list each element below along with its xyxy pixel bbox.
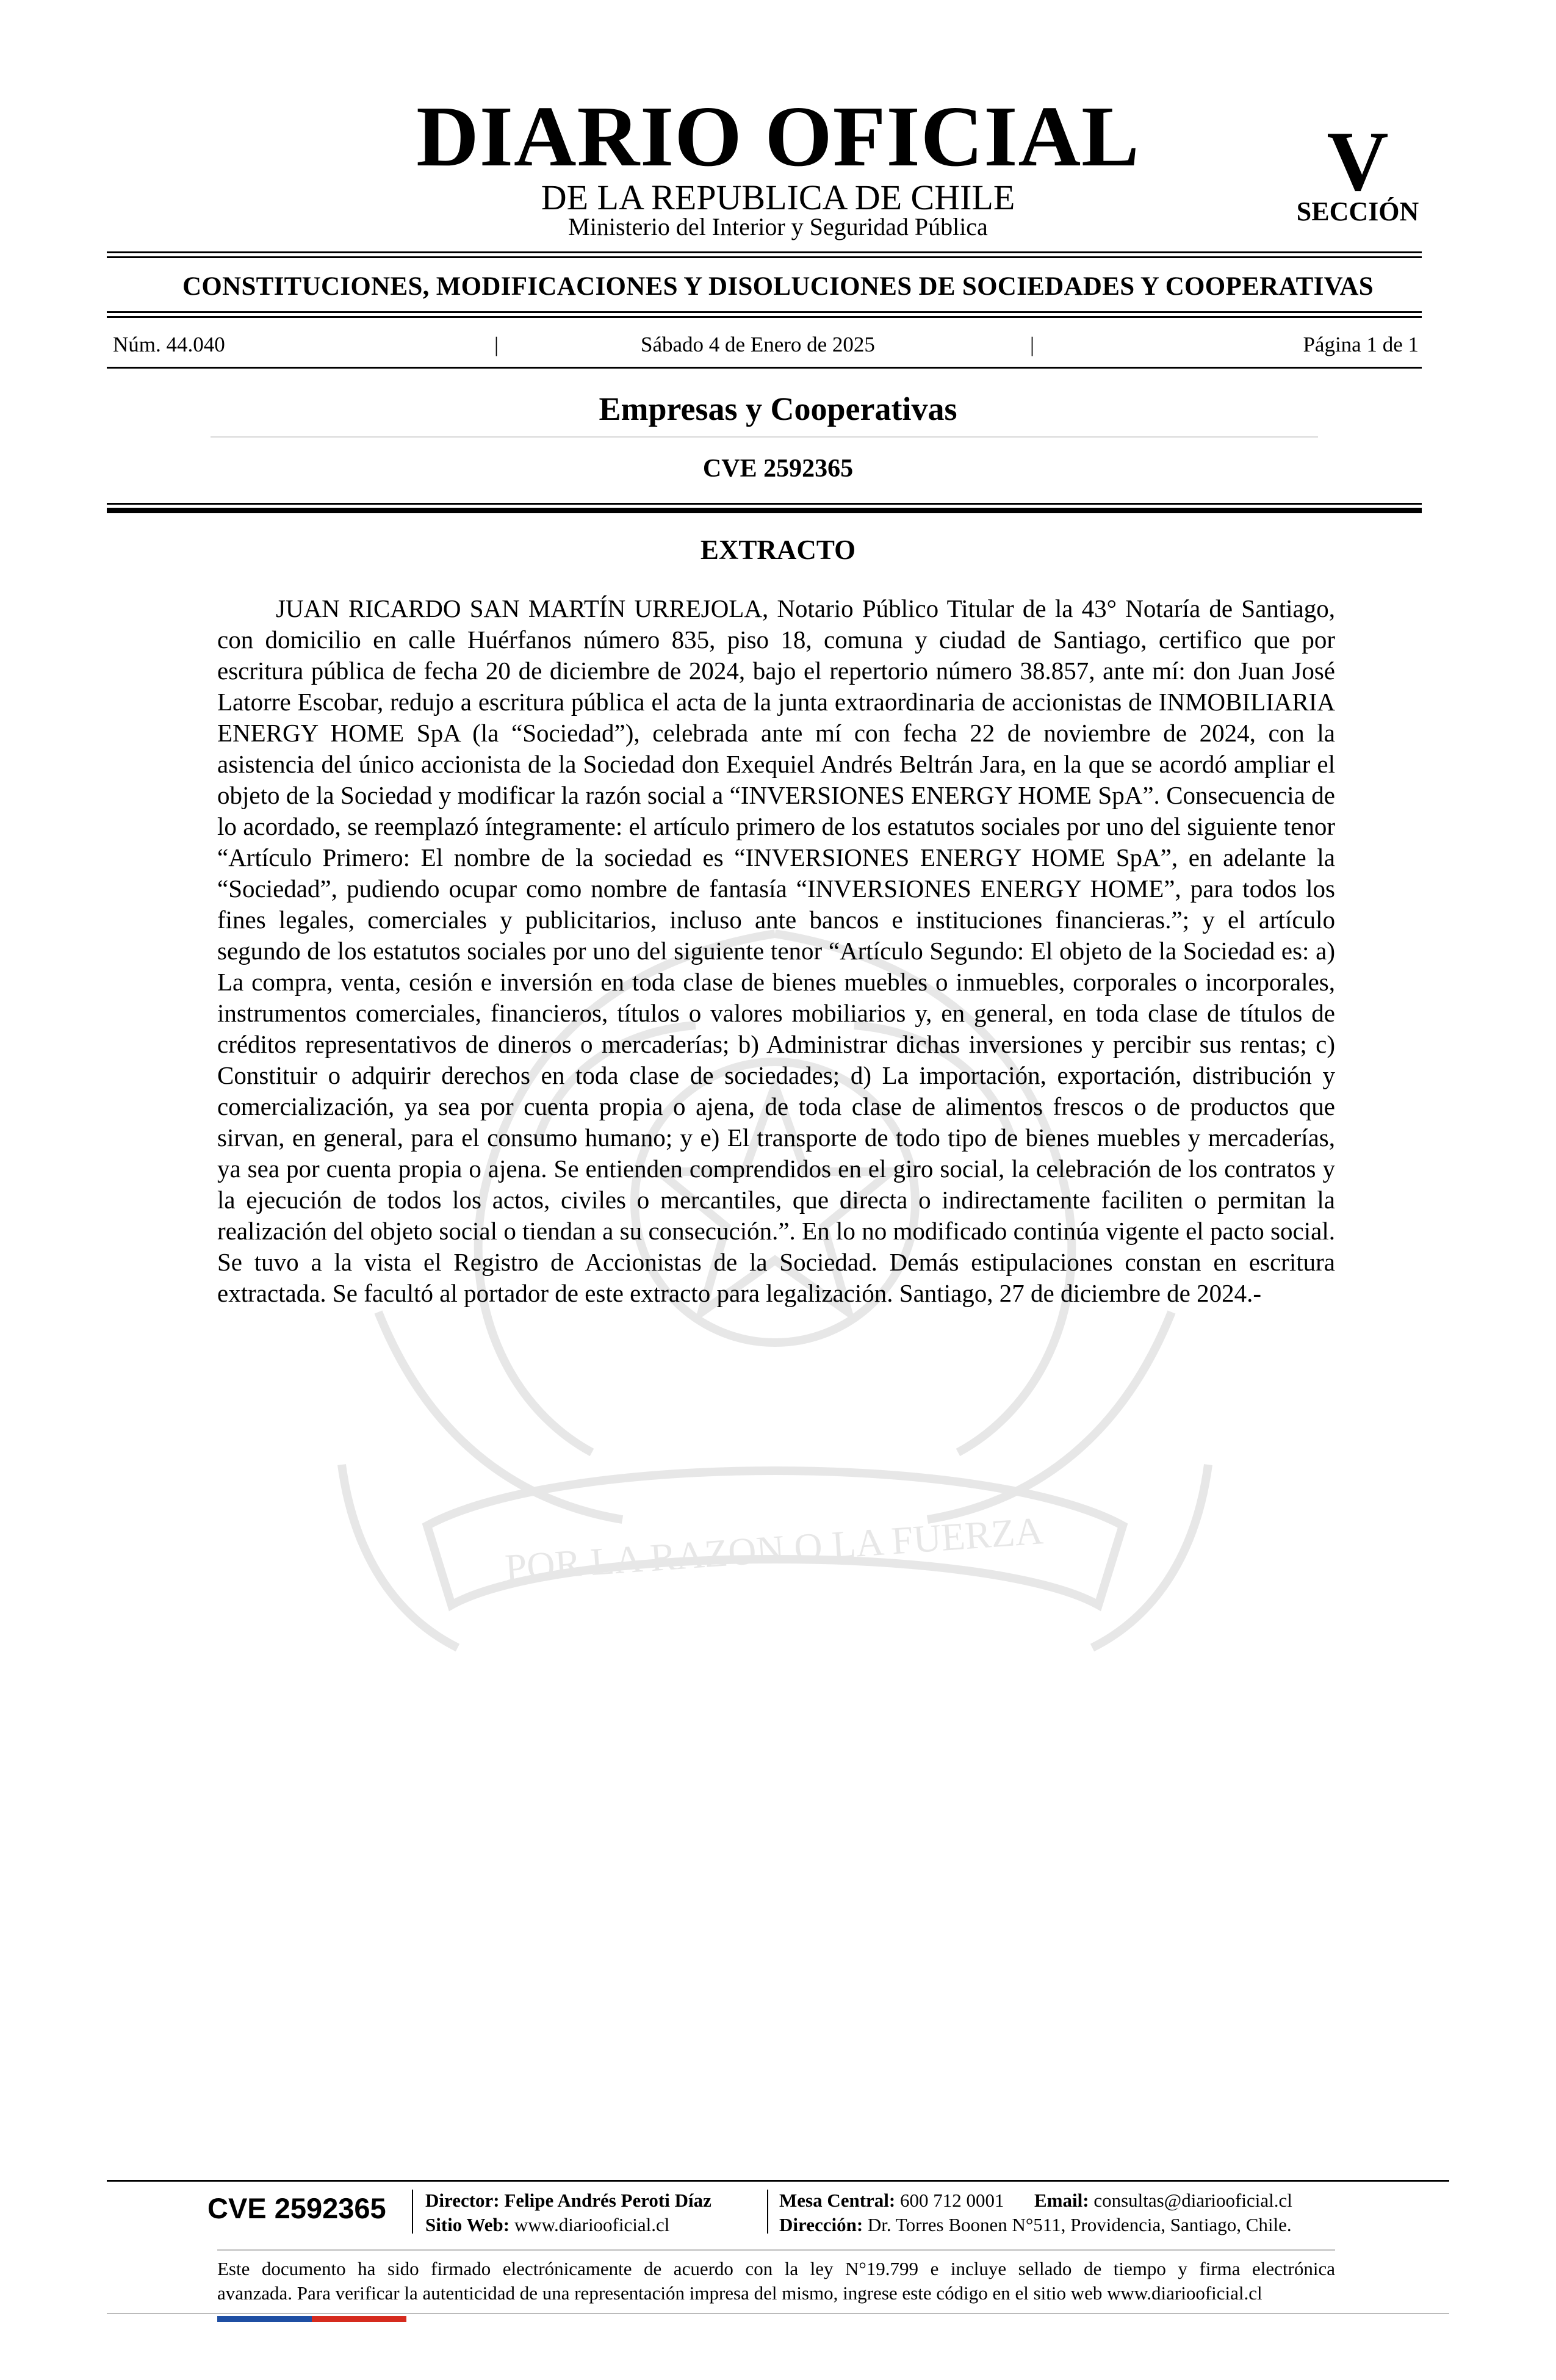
document-title: EXTRACTO xyxy=(700,535,856,565)
address-label: Dirección: xyxy=(779,2214,863,2235)
ministry-line: Ministerio del Interior y Seguridad Pública xyxy=(568,213,988,240)
header-rule-top-2 xyxy=(107,256,1422,258)
section-rule-bottom xyxy=(107,311,1422,313)
flag-stripe-red xyxy=(312,2316,406,2322)
section-rule-bottom-2 xyxy=(107,316,1422,318)
email-label: Email: xyxy=(1034,2190,1089,2211)
footer-website xyxy=(425,2213,669,2237)
flag-stripe-blue xyxy=(217,2316,312,2322)
page-indicator: Página 1 de 1 xyxy=(1303,333,1419,356)
mesa-label: Mesa Central: xyxy=(779,2190,896,2211)
issue-separator: | xyxy=(1030,333,1035,356)
email-link[interactable]: consultas@diariooficial.cl xyxy=(1093,2190,1292,2211)
issue-date: Sábado 4 de Enero de 2025 xyxy=(641,333,875,356)
watermark-motto: POR LA RAZON O LA FUERZA xyxy=(503,1509,1045,1590)
cve-rule-thick xyxy=(107,508,1422,513)
header-rule-top xyxy=(107,251,1422,253)
section-label: SECCIÓN xyxy=(1296,197,1419,226)
newspaper-subtitle: DE LA REPUBLICA DE CHILE xyxy=(541,178,1015,217)
footer-bottom-rule xyxy=(107,2313,1449,2314)
website-label: Sitio Web: xyxy=(425,2214,510,2235)
issue-separator: | xyxy=(494,333,499,356)
footer-cve-code: CVE 2592365 xyxy=(207,2192,386,2224)
footer-divider xyxy=(767,2190,768,2234)
footer-director xyxy=(425,2188,711,2213)
director-name: Felipe Andrés Peroti Díaz xyxy=(504,2190,711,2211)
document-body: JUAN RICARDO SAN MARTÍN URREJOLA, Notario Público Titular de la 43° Notaría de Santiago, con domicilio en calle Huérfanos número 835, piso 18, comuna y ciudad de Santiago, certifico que por escritura pública de fecha 20 de diciembre de 2024, bajo el repertorio número 38.857, ante mí: don Juan José Latorre Escobar, redujo a escritura pública el acta de la junta extraordinaria de accionistas de INMOBILIARIA ENERGY HOME SpA (la “Sociedad”), celebrada ante mí con fecha 22 de noviembre de 2024, con la asistencia del único accionista de la Sociedad don Exequiel Andrés Beltrán Jara, en la que se acordó ampliar el objeto de la Sociedad y modificar la razón social a “INVERSIONES ENERGY HOME SpA”. Consecuencia de lo acordado, se reemplazó íntegramente: el artículo primero de los estatutos sociales por uno del siguiente tenor “Artículo Primero: El nombre de la sociedad es “INVERSIONES ENERGY HOME SpA”, en adelante la “Sociedad”, pudiendo ocupar como nombre de fantasía “INVERSIONES ENERGY HOME”, para todos los fines legales, comerciales y publicitarios, incluso ante bancos e instituciones financieras.”; y el artículo segundo de los estatutos sociales por uno del siguiente tenor “Artículo Segundo: El objeto de la Sociedad es: a) La compra, venta, cesión e inversión en toda clase de bienes muebles o inmuebles, corporales o incorporales, instrumentos comerciales, financieros, títulos o valores mobiliarios y, en general, en toda clase de títulos de créditos representativos de dineros o mercaderías; b) Administrar dichas inversiones y percibir sus rentas; c) Constituir o adquirir derechos en toda clase de sociedades; d) La importación, exportación, distribución y comercialización, ya sea por cuenta propia o ajena, de toda clase de alimentos frescos o de productos que sirvan, en general, para el consumo humano; y e) El transporte de todo tipo de bienes muebles y mercaderías, ya sea por cuenta propia o ajena. Se entienden comprendidos en el giro social, la celebración de los contratos y la ejecución de todos los actos, civiles o mercantiles, que directa o indirectamente faciliten o permitan la realización del objeto social o tiendan a su consecución.”. En lo no modificado continúa vigente el pacto social. Se tuvo a la vista el Registro de Accionistas de la Sociedad. Demás estipulaciones constan en escritura extractada. Se facultó al portador de este extracto para legalización. Santiago, 27 de diciembre de 2024.- xyxy=(217,594,1335,1307)
cve-code: CVE 2592365 xyxy=(702,455,854,483)
footer-rule xyxy=(107,2180,1449,2182)
footer-address xyxy=(779,2213,1292,2237)
category-title: Empresas y Cooperativas xyxy=(599,391,957,427)
issue-number: Núm. 44.040 xyxy=(113,333,225,356)
footer-contact xyxy=(779,2188,1292,2213)
address-value: Dr. Torres Boonen N°511, Providencia, Santiago, Chile. xyxy=(867,2214,1292,2235)
newspaper-title: DIARIO OFICIAL xyxy=(416,88,1140,184)
website-link[interactable]: www.diariooficial.cl xyxy=(514,2214,670,2235)
info-rule xyxy=(107,367,1422,369)
category-thin-rule xyxy=(211,436,1318,438)
footer-signature-note: Este documento ha sido firmado electrónicamente de acuerdo con la ley N°19.799 e incluye sellado de tiempo y firma electrónica xyxy=(217,2258,1335,2279)
mesa-phone: 600 712 0001 xyxy=(900,2190,1004,2211)
section-title: CONSTITUCIONES, MODIFICACIONES Y DISOLUCIONES DE SOCIEDADES Y COOPERATIVAS xyxy=(182,272,1374,301)
director-label: Director: xyxy=(425,2190,500,2211)
cve-rule xyxy=(107,503,1422,505)
footer-thin-rule xyxy=(217,2249,1335,2251)
section-letter: V xyxy=(1327,114,1389,209)
footer-verification-note: avanzada. Para verificar la autenticidad de una representación impresa del mismo, ingrese este código en el sitio web www.diariooficial.cl xyxy=(217,2282,1262,2304)
footer-divider xyxy=(412,2190,413,2234)
